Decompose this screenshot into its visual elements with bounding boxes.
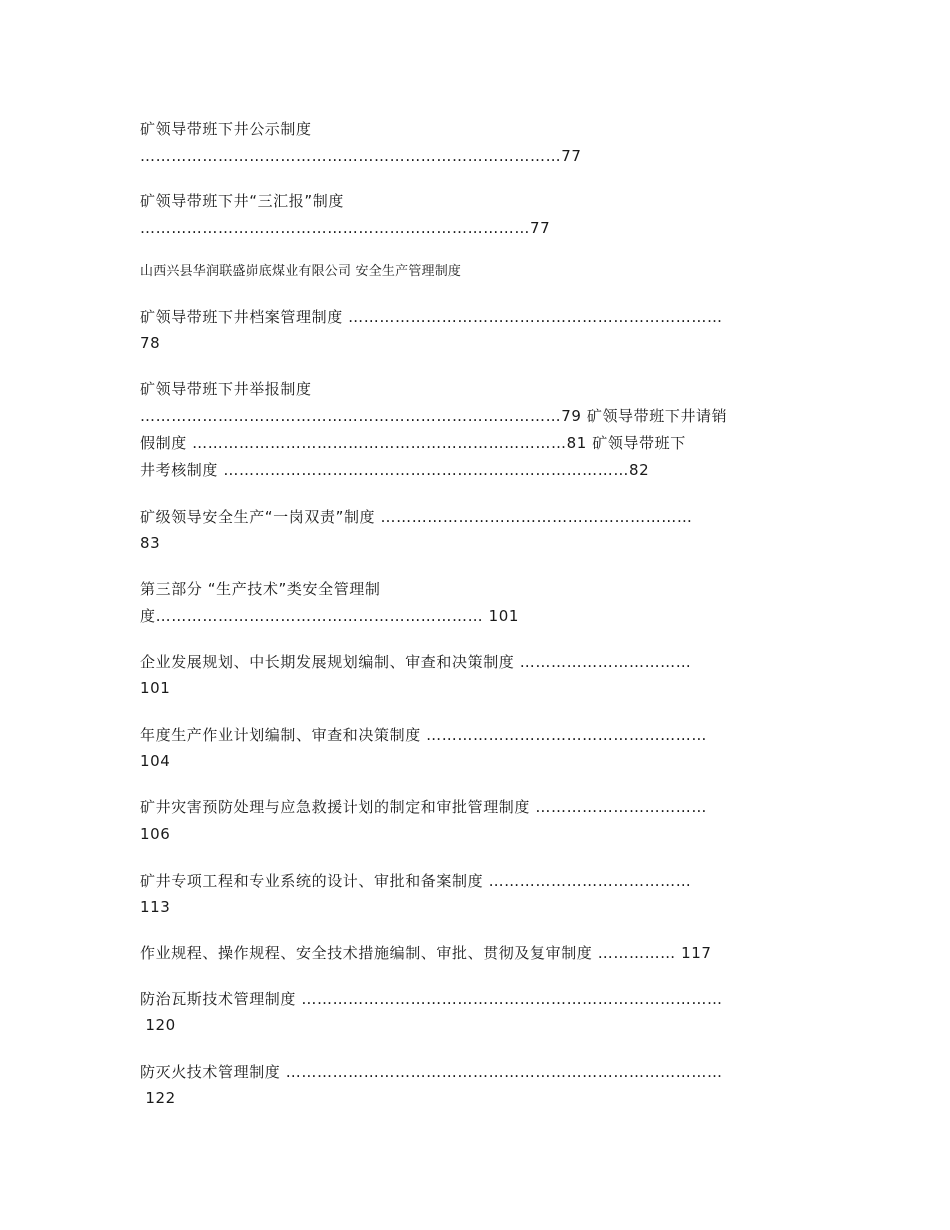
toc-line: 防灭火技术管理制度 ………………………………………………………………………… bbox=[140, 1063, 723, 1081]
toc-line: 作业规程、操作规程、安全技术措施编制、审批、贯彻及复审制度 …………… 117 bbox=[140, 944, 712, 962]
toc-line: 矿领导带班下井举报制度 bbox=[140, 380, 312, 398]
toc-line: 第三部分 “生产技术”类安全管理制 bbox=[140, 580, 381, 598]
page-header: 山西兴县华润联盛峁底煤业有限公司 安全生产管理制度 bbox=[140, 264, 462, 279]
toc-line: ………………………………………………………………………77 bbox=[140, 147, 582, 165]
toc-line: 矿领导带班下井公示制度 bbox=[140, 120, 312, 138]
toc-line: 矿领导带班下井“三汇报”制度 bbox=[140, 192, 344, 210]
toc-line: 矿领导带班下井档案管理制度 ……………………………………………………………… bbox=[140, 308, 723, 326]
toc-line: 防治瓦斯技术管理制度 ……………………………………………………………………… bbox=[140, 990, 723, 1008]
toc-line: 矿井专项工程和专业系统的设计、审批和备案制度 ………………………………… bbox=[140, 872, 692, 890]
toc-line: 矿级领导安全生产“一岗双责”制度 …………………………………………………… bbox=[140, 508, 693, 526]
toc-line: …………………………………………………………………77 bbox=[140, 219, 551, 237]
toc-line: 矿井灾害预防处理与应急救援计划的制定和审批管理制度 …………………………… bbox=[140, 798, 707, 816]
toc-line: 78 bbox=[140, 334, 161, 352]
toc-line: 度……………………………………………………… 101 bbox=[140, 607, 519, 625]
toc-line: ………………………………………………………………………79 矿领导带班下井请销 bbox=[140, 407, 728, 425]
toc-line: 假制度 ………………………………………………………………81 矿领导带班下 bbox=[140, 434, 686, 452]
toc-line: 企业发展规划、中长期发展规划编制、审查和决策制度 …………………………… bbox=[140, 653, 692, 671]
toc-line: 104 bbox=[140, 752, 171, 770]
toc-line: 122 bbox=[140, 1089, 176, 1107]
toc-line: 106 bbox=[140, 825, 171, 843]
toc-line: 83 bbox=[140, 534, 161, 552]
toc-line: 113 bbox=[140, 898, 171, 916]
toc-line: 120 bbox=[140, 1016, 176, 1034]
toc-line: 年度生产作业计划编制、审查和决策制度 ……………………………………………… bbox=[140, 726, 707, 744]
toc-line: 井考核制度 ……………………………………………………………………82 bbox=[140, 461, 650, 479]
toc-line: 101 bbox=[140, 679, 171, 697]
